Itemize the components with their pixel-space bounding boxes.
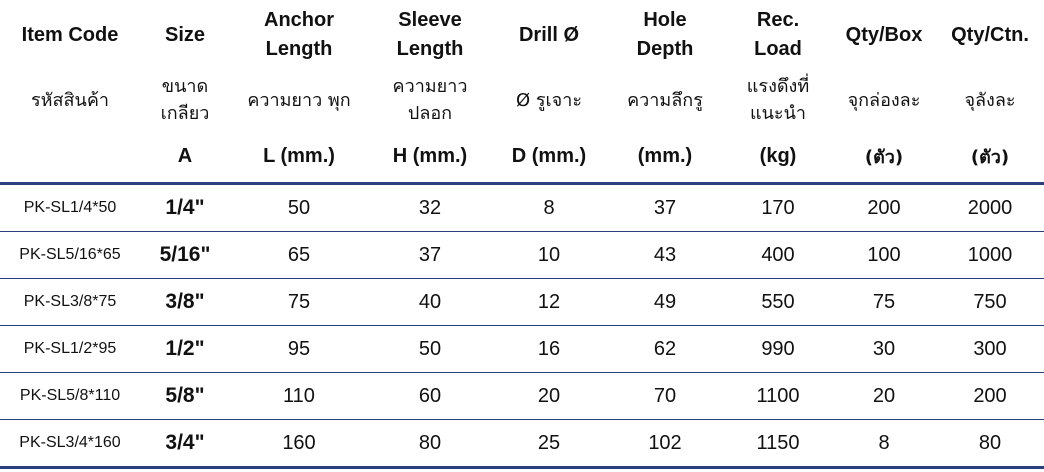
cell-qty-box: 30 (832, 326, 936, 373)
cell-hole-depth: 49 (606, 279, 724, 326)
cell-qty-box: 20 (832, 373, 936, 420)
unit-qty-ctn: (ตัว) (936, 130, 1044, 184)
cell-hole-depth: 37 (606, 184, 724, 232)
cell-qty-box: 200 (832, 184, 936, 232)
cell-drill-diameter: 10 (492, 232, 606, 279)
header-sleeve-length: Sleeve Length (396, 9, 464, 60)
cell-rec-load: 400 (724, 232, 832, 279)
cell-qty-box: 8 (832, 420, 936, 468)
cell-item-code: PK-SL5/8*110 (0, 373, 140, 420)
header-thai-anchor-length: ความยาว พุก (247, 89, 351, 111)
cell-anchor-length: 65 (230, 232, 368, 279)
table-body (0, 184, 1044, 468)
cell-hole-depth: 102 (606, 420, 724, 468)
header-thai-sleeve-length: ความยาว ปลอก (392, 76, 468, 124)
cell-anchor-length: 160 (230, 420, 368, 468)
cell-anchor-length: 110 (230, 373, 368, 420)
cell-drill-diameter: 12 (492, 279, 606, 326)
unit-item-code (0, 130, 140, 184)
header-row-english (0, 0, 1044, 70)
cell-sleeve-length: 80 (368, 420, 492, 468)
table-row (0, 373, 1044, 420)
cell-hole-depth: 70 (606, 373, 724, 420)
header-qty-ctn: Qty/Ctn. (951, 23, 1029, 46)
cell-rec-load: 550 (724, 279, 832, 326)
unit-size: A (140, 130, 230, 184)
cell-rec-load: 1150 (724, 420, 832, 468)
cell-drill-diameter: 25 (492, 420, 606, 468)
cell-drill-diameter: 8 (492, 184, 606, 232)
header-thai-hole-depth: ความลึกรู (627, 89, 703, 111)
cell-size: 3/4" (140, 420, 230, 468)
cell-qty-box: 100 (832, 232, 936, 279)
cell-sleeve-length: 37 (368, 232, 492, 279)
cell-sleeve-length: 60 (368, 373, 492, 420)
header-item-code: Item Code (21, 23, 119, 46)
cell-sleeve-length: 32 (368, 184, 492, 232)
cell-anchor-length: 95 (230, 326, 368, 373)
table-row (0, 326, 1044, 373)
cell-drill-diameter: 16 (492, 326, 606, 373)
cell-size: 1/2" (140, 326, 230, 373)
header-thai-item-code: รหัสสินค้า (31, 89, 109, 111)
cell-qty-ctn: 300 (936, 326, 1044, 373)
cell-qty-ctn: 2000 (936, 184, 1044, 232)
header-thai-drill-diameter: Ø รูเจาะ (515, 89, 583, 111)
cell-qty-box: 75 (832, 279, 936, 326)
header-thai-size: ขนาด เกลียว (160, 76, 210, 124)
cell-item-code: PK-SL3/4*160 (0, 420, 140, 468)
unit-rec-load: (kg) (724, 130, 832, 184)
header-size: Size (164, 23, 206, 46)
cell-item-code: PK-SL5/16*65 (0, 232, 140, 279)
unit-qty-box: (ตัว) (832, 130, 936, 184)
header-thai-qty-box: จุกล่องละ (847, 89, 921, 111)
header-drill-diameter: Drill Ø (518, 23, 579, 46)
header-row-units (0, 130, 1044, 184)
header-anchor-length: Anchor Length (264, 9, 334, 60)
cell-qty-ctn: 750 (936, 279, 1044, 326)
cell-sleeve-length: 40 (368, 279, 492, 326)
unit-hole-depth: (mm.) (606, 130, 724, 184)
cell-qty-ctn: 200 (936, 373, 1044, 420)
unit-anchor-length: L (mm.) (230, 130, 368, 184)
cell-rec-load: 170 (724, 184, 832, 232)
cell-hole-depth: 62 (606, 326, 724, 373)
cell-anchor-length: 75 (230, 279, 368, 326)
header-rec-load: Rec. Load (754, 9, 802, 60)
cell-qty-ctn: 80 (936, 420, 1044, 468)
table-row (0, 420, 1044, 468)
cell-anchor-length: 50 (230, 184, 368, 232)
cell-item-code: PK-SL1/2*95 (0, 326, 140, 373)
table-row (0, 232, 1044, 279)
cell-rec-load: 990 (724, 326, 832, 373)
cell-size: 1/4" (140, 184, 230, 232)
cell-hole-depth: 43 (606, 232, 724, 279)
header-thai-qty-ctn: จุลังละ (964, 89, 1016, 111)
header-hole-depth: Hole Depth (636, 9, 694, 60)
cell-item-code: PK-SL3/8*75 (0, 279, 140, 326)
table-row (0, 184, 1044, 232)
cell-size: 5/8" (140, 373, 230, 420)
cell-sleeve-length: 50 (368, 326, 492, 373)
header-row-thai (0, 70, 1044, 130)
unit-drill-diameter: D (mm.) (492, 130, 606, 184)
unit-sleeve-length: H (mm.) (368, 130, 492, 184)
cell-drill-diameter: 20 (492, 373, 606, 420)
table-row (0, 279, 1044, 326)
header-thai-rec-load: แรงดึงที่ แนะนำ (746, 76, 810, 124)
cell-size: 5/16" (140, 232, 230, 279)
cell-item-code: PK-SL1/4*50 (0, 184, 140, 232)
cell-rec-load: 1100 (724, 373, 832, 420)
cell-qty-ctn: 1000 (936, 232, 1044, 279)
cell-size: 3/8" (140, 279, 230, 326)
header-qty-box: Qty/Box (845, 23, 923, 46)
